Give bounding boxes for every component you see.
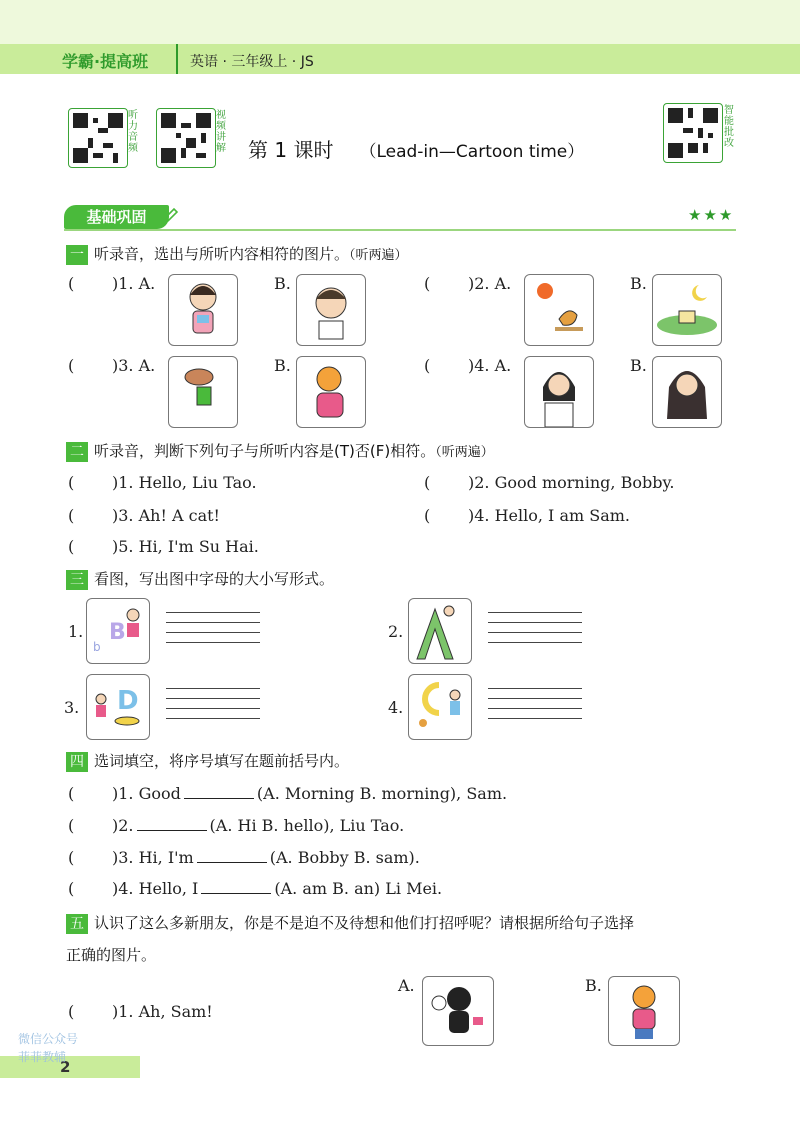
svg-text:b: b	[93, 640, 101, 654]
picture-letter-d[interactable]	[86, 674, 150, 740]
q2-heading	[66, 440, 494, 462]
letter-a-image	[409, 599, 471, 663]
q4-item-3	[112, 848, 420, 867]
woman-image	[525, 357, 593, 427]
writing-line[interactable]	[166, 612, 260, 613]
q4-item-1-prefix: )1. Good	[112, 784, 181, 803]
answer-bracket: (	[68, 816, 75, 835]
mouse-image	[169, 357, 237, 427]
q1-item-2: )2. A.	[468, 274, 512, 293]
picture-girl-with-book[interactable]	[168, 274, 238, 346]
letter-d-image	[87, 675, 149, 739]
writing-line[interactable]	[166, 642, 260, 643]
picture-letter-c[interactable]	[408, 674, 472, 740]
picture-orange-cat[interactable]	[608, 976, 680, 1046]
header-divider	[176, 44, 178, 74]
writing-line[interactable]	[488, 642, 582, 643]
answer-bracket: (	[68, 848, 75, 867]
q4-number: 四	[66, 752, 88, 772]
answer-bracket: (	[68, 784, 75, 803]
watermark-line-2: 菲菲教辅	[18, 1050, 67, 1064]
q5-number: 五	[66, 914, 88, 934]
section-divider	[64, 229, 736, 231]
svg-text:D: D	[117, 686, 139, 716]
q4-item-4	[112, 879, 442, 898]
q4-item-2-prefix: )2.	[112, 816, 134, 835]
qr-label-audio: 听力音频	[128, 110, 138, 154]
qr-code-grading[interactable]	[663, 103, 723, 163]
q4-item-2-options: (A. Hi B. hello), Liu Tao.	[209, 816, 405, 835]
q4-item-4-options: (A. am B. an) Li Mei.	[274, 879, 443, 898]
picture-cat[interactable]	[296, 356, 366, 428]
q5-text: 认识了这么多新朋友，你是不是迫不及待想和他们打招呼呢？请根据所给句子选择	[94, 914, 635, 932]
svg-text:B: B	[109, 620, 126, 645]
q5-heading	[66, 912, 634, 934]
sun-rooster-image	[525, 275, 593, 345]
q1-item-3: )3. A.	[112, 356, 156, 375]
answer-bracket: (	[424, 274, 431, 293]
answer-bracket: (	[68, 879, 75, 898]
writing-line[interactable]	[488, 688, 582, 689]
picture-boy[interactable]	[296, 274, 366, 346]
difficulty-stars: ★★★	[688, 206, 735, 224]
q4-text: 选词填空，将序号填写在题前括号内。	[94, 752, 350, 770]
picture-mouse[interactable]	[168, 356, 238, 428]
watermark-line-1: 微信公众号	[18, 1032, 79, 1046]
q1-item-2-b: B.	[630, 274, 647, 293]
picture-black-cat[interactable]	[422, 976, 494, 1046]
answer-bracket: (	[68, 473, 75, 492]
cat-image	[297, 357, 365, 427]
black-cat-image	[423, 977, 493, 1045]
answer-bracket: (	[68, 1002, 75, 1021]
page-number: 2	[60, 1058, 71, 1076]
q2-number: 二	[66, 442, 88, 462]
q4-item-2	[112, 816, 404, 835]
q4-item-3-options: (A. Bobby B. sam).	[269, 848, 420, 867]
qr-code-audio[interactable]	[68, 108, 128, 168]
book-subtitle: 英语 · 三年级上 · JS	[190, 54, 314, 70]
q1-item-4: )4. A.	[468, 356, 512, 375]
picture-letter-b[interactable]	[86, 598, 150, 664]
q2-note: （听两遍）	[435, 445, 494, 460]
writing-line[interactable]	[166, 718, 260, 719]
boy-image	[297, 275, 365, 345]
q2-text: 听录音，判断下列句子与所听内容是(T)否(F)相符。	[94, 442, 436, 460]
letter-c-image	[409, 675, 471, 739]
section-title: 基础巩固	[64, 205, 169, 229]
moon-house-image	[653, 275, 721, 345]
writing-line[interactable]	[488, 612, 582, 613]
writing-line[interactable]	[166, 632, 260, 633]
qr-icon	[668, 108, 718, 158]
answer-bracket: (	[424, 356, 431, 375]
q1-number: 一	[66, 245, 88, 265]
q5-option-a: A.	[398, 976, 415, 995]
q4-item-3-prefix: )3. Hi, I'm	[112, 848, 194, 867]
q4-heading	[66, 750, 349, 772]
answer-bracket: (	[68, 274, 75, 293]
answer-blank[interactable]	[201, 879, 271, 894]
brand-title: 学霸·提高班	[62, 52, 149, 71]
woman-long-hair-image	[653, 357, 721, 427]
answer-bracket: (	[424, 506, 431, 525]
q2-item-4: )4. Hello, I am Sam.	[468, 506, 631, 525]
lesson-title	[248, 134, 584, 163]
picture-woman-waving[interactable]	[524, 356, 594, 428]
qr-code-video[interactable]	[156, 108, 216, 168]
q2-item-1: )1. Hello, Liu Tao.	[112, 473, 257, 492]
watermark	[18, 1030, 78, 1066]
q1-heading	[66, 243, 408, 265]
writing-line[interactable]	[488, 622, 582, 623]
qr-label-grading: 智能批改	[724, 105, 734, 149]
q2-item-5: )5. Hi, I'm Su Hai.	[112, 537, 259, 556]
girl-image	[169, 275, 237, 345]
q3-label-1: 1.	[68, 622, 84, 641]
orange-cat-image	[609, 977, 679, 1045]
answer-blank[interactable]	[184, 784, 254, 799]
q3-heading	[66, 568, 334, 590]
answer-blank[interactable]	[197, 848, 267, 863]
answer-bracket: (	[424, 473, 431, 492]
q3-label-4: 4.	[388, 698, 404, 717]
answer-bracket: (	[68, 356, 75, 375]
q3-label-3: 3.	[64, 698, 80, 717]
q1-item-1: )1. A.	[112, 274, 156, 293]
writing-line[interactable]	[488, 632, 582, 633]
q3-number: 三	[66, 570, 88, 590]
q1-text: 听录音，选出与所听内容相符的图片。	[94, 245, 350, 263]
q5-option-b: B.	[585, 976, 602, 995]
answer-bracket: (	[68, 506, 75, 525]
picture-letter-a[interactable]	[408, 598, 472, 664]
writing-line[interactable]	[488, 718, 582, 719]
q4-item-1-options: (A. Morning B. morning), Sam.	[256, 784, 508, 803]
picture-woman-long-hair[interactable]	[652, 356, 722, 428]
q1-item-1-b: B.	[274, 274, 291, 293]
lesson-number: 第 1 课时	[248, 138, 334, 162]
writing-line[interactable]	[488, 698, 582, 699]
q4-item-4-prefix: )4. Hello, I	[112, 879, 199, 898]
writing-line[interactable]	[166, 698, 260, 699]
picture-sun-rooster[interactable]	[524, 274, 594, 346]
q1-item-3-b: B.	[274, 356, 291, 375]
writing-line[interactable]	[488, 708, 582, 709]
q5-item-1: )1. Ah, Sam!	[112, 1002, 213, 1021]
picture-moon-house[interactable]	[652, 274, 722, 346]
answer-bracket: (	[68, 537, 75, 556]
q1-note: （听两遍）	[349, 248, 408, 263]
lesson-subtitle: （Lead-in—Cartoon time）	[359, 142, 585, 162]
q4-item-1	[112, 784, 507, 803]
letter-b-image	[87, 599, 149, 663]
answer-blank[interactable]	[137, 816, 207, 831]
pencil-icon	[160, 206, 180, 226]
qr-icon	[161, 113, 211, 163]
q3-text: 看图，写出图中字母的大小写形式。	[94, 570, 335, 588]
writing-line[interactable]	[166, 688, 260, 689]
q2-item-3: )3. Ah! A cat!	[112, 506, 220, 525]
q3-label-2: 2.	[388, 622, 404, 641]
writing-line[interactable]	[166, 622, 260, 623]
q1-item-4-b: B.	[630, 356, 647, 375]
qr-label-video: 视频讲解	[216, 110, 226, 154]
q5-heading-cont: 正确的图片。	[66, 946, 157, 964]
writing-line[interactable]	[166, 708, 260, 709]
q2-item-2: )2. Good morning, Bobby.	[468, 473, 675, 492]
qr-icon	[73, 113, 123, 163]
